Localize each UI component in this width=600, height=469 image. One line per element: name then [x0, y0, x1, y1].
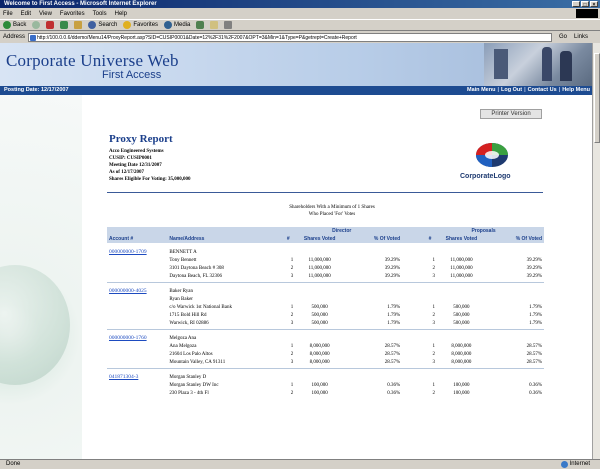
- report-content: [82, 95, 592, 459]
- page-icon: [30, 35, 36, 41]
- table-row: Ryan Baker: [169, 296, 193, 302]
- history-icon: [196, 21, 204, 29]
- menubar: [0, 9, 600, 18]
- star-icon: [123, 21, 131, 29]
- forward-arrow-icon: [32, 21, 40, 29]
- home-icon: [74, 21, 82, 29]
- nav-main-menu[interactable]: Main Menu: [467, 87, 496, 93]
- address-bar: [0, 32, 600, 42]
- favorites-button[interactable]: Favorites: [123, 21, 158, 29]
- printer-version-button[interactable]: Printer Version: [480, 109, 542, 119]
- table-row: 3101 Daytona Beach # 308 2 11,000,000 39.29% 2 11,000,000 39.29%: [169, 265, 542, 271]
- menu-help[interactable]: Help: [114, 10, 127, 17]
- left-decorative-pane: [0, 95, 82, 459]
- report-header: [109, 133, 191, 183]
- header-divider: [107, 192, 543, 193]
- report-meeting-date: Meeting Date 12/31/2007: [109, 163, 162, 168]
- corporate-logo-text: CorporateLogo: [460, 173, 511, 180]
- links-button[interactable]: Links: [574, 34, 589, 40]
- corporate-logo: [458, 141, 538, 183]
- window-title: Welcome to First Access - Microsoft Internet Explorer: [4, 1, 157, 7]
- media-button[interactable]: Media: [164, 21, 190, 29]
- mail-button[interactable]: [210, 21, 218, 29]
- media-icon: [164, 21, 172, 29]
- table-row: Morgan Stanley DW Inc 1 100,000 0.36% 1 100,000 0.36%: [169, 382, 542, 388]
- site-title: Corporate Universe Web: [6, 51, 179, 70]
- col-director-num: #: [281, 235, 295, 243]
- menu-favorites[interactable]: Favorites: [59, 10, 85, 17]
- home-button[interactable]: [74, 21, 82, 29]
- mail-icon: [210, 21, 218, 29]
- back-arrow-icon: [3, 21, 11, 29]
- security-zone: Internet: [561, 460, 590, 469]
- table-row: 000000000-4025 Baker Ryan: [109, 288, 193, 294]
- scrollbar-thumb[interactable]: [594, 53, 600, 143]
- history-button[interactable]: [196, 21, 204, 29]
- refresh-icon: [60, 21, 68, 29]
- col-account: Account #: [107, 235, 167, 243]
- menu-view[interactable]: View: [39, 10, 52, 17]
- col-director-pct: % Of Voted: [344, 235, 402, 243]
- stop-icon: [46, 21, 54, 29]
- report-as-of: As of 12/17/2007: [109, 170, 144, 175]
- table-row: 000000000-1760 Melgoza Ana: [109, 335, 197, 341]
- refresh-button[interactable]: [60, 21, 68, 29]
- banner-photo: [484, 43, 592, 86]
- account-link[interactable]: 041871304-3: [109, 374, 139, 380]
- address-url: http://100.0.0.6/ddemo/Menu14/ProxyReport.asp?SID=CUSIP0001&Date=12%2F31%2F2007&OPT=3&Min=1&Type=P&getrept=Create+Report: [37, 34, 357, 41]
- proxy-table-body: [107, 243, 544, 397]
- table-row: 21604 Los Palo Altos 2 8,000,000 28.57% 2 8,000,000 28.57%: [169, 351, 542, 357]
- windows-logo-icon: [576, 9, 598, 18]
- site-banner: [0, 43, 592, 86]
- status-text: Done: [6, 461, 21, 467]
- printer-icon: [224, 21, 232, 29]
- stop-button[interactable]: [46, 21, 54, 29]
- corporate-logo-icon: [458, 141, 538, 173]
- address-input[interactable]: [28, 33, 552, 42]
- menu-tools[interactable]: Tools: [92, 10, 107, 17]
- page-viewport: [0, 43, 592, 459]
- report-caption: Shareholders With a Minimum of 1 Shares Who Placed 'For' Votes: [289, 205, 375, 217]
- maximize-button[interactable]: □: [581, 1, 589, 7]
- table-row: Ana Melgoza 1 8,000,000 28.57% 1 8,000,000 28.57%: [169, 343, 542, 349]
- col-proposal-shares: Shares Voted: [437, 235, 486, 243]
- posting-date: Posting Date: 12/17/2007: [4, 87, 69, 93]
- account-link[interactable]: 000000000-1760: [109, 335, 147, 341]
- back-button[interactable]: Back: [3, 21, 26, 29]
- table-row: 041871304-3 Morgan Stanley D: [109, 374, 207, 380]
- account-link[interactable]: 000000000-1709: [109, 249, 147, 255]
- proxy-table: [107, 227, 544, 397]
- go-button[interactable]: Go: [558, 34, 567, 40]
- search-icon: [88, 21, 96, 29]
- table-row: 1715 Bold Hill Rd 2 500,000 1.79% 2 500,000 1.79%: [169, 312, 542, 318]
- window-titlebar: [0, 0, 600, 8]
- status-bar: [0, 459, 600, 469]
- header-director: Director: [281, 227, 402, 235]
- col-proposal-num: #: [423, 235, 437, 243]
- nav-log-out[interactable]: Log Out: [500, 87, 523, 93]
- minimize-button[interactable]: _: [572, 1, 580, 7]
- col-name-address: Name/Address: [167, 235, 281, 243]
- table-row: Tony Bennett 1 11,000,000 39.29% 1 11,000,000 39.29%: [169, 257, 542, 263]
- account-link[interactable]: 000000000-4025: [109, 288, 147, 294]
- table-row: Warwick, RI 02886 3 500,000 1.79% 3 500,000 1.79%: [169, 320, 542, 326]
- nav-contact-us[interactable]: Contact Us: [527, 87, 557, 93]
- print-button[interactable]: [224, 21, 232, 29]
- vertical-scrollbar[interactable]: [592, 43, 600, 459]
- site-navbar: Posting Date: 12/17/2007 Main Menu | Log Out | Contact Us | Help Menu: [0, 86, 592, 95]
- menu-file[interactable]: File: [3, 10, 13, 17]
- address-label: Address: [3, 34, 26, 40]
- menu-edit[interactable]: Edit: [20, 10, 32, 17]
- close-button[interactable]: ×: [590, 1, 598, 7]
- report-cusip: CUSIP: CUSIP0001: [109, 156, 152, 161]
- globe-icon: [561, 461, 568, 468]
- search-button[interactable]: Search: [88, 21, 117, 29]
- header-proposals: Proposals: [423, 227, 544, 235]
- site-subtitle: First Access: [102, 69, 162, 81]
- report-shares-eligible: Shares Eligible For Voting: 35,000,000: [109, 177, 191, 182]
- table-row: Daytona Beach, FL 32306 3 11,000,000 39.29% 3 11,000,000 39.29%: [169, 273, 542, 279]
- table-row: 000000000-1709 BENNETT A: [109, 249, 197, 255]
- nav-help-menu[interactable]: Help Menu: [562, 87, 590, 93]
- report-title: Proxy Report: [109, 133, 173, 145]
- col-proposal-pct: % Of Voted: [486, 235, 544, 243]
- globe-graphic: [0, 265, 70, 385]
- table-row: Mountain Valley, CA 91311 3 8,000,000 28.57% 3 8,000,000 28.57%: [169, 359, 542, 365]
- toolbar: [0, 19, 600, 31]
- table-row: 230 Plaza 3 - 4th Fl 2 100,000 0.36% 2 100,000 0.36%: [169, 390, 542, 396]
- report-company: Acco Engineered Systems: [109, 149, 164, 154]
- table-row: c/o Warwick 1st National Bank 1 500,000 1.79% 1 500,000 1.79%: [169, 304, 542, 310]
- forward-button[interactable]: [32, 21, 40, 29]
- col-director-shares: Shares Voted: [295, 235, 344, 243]
